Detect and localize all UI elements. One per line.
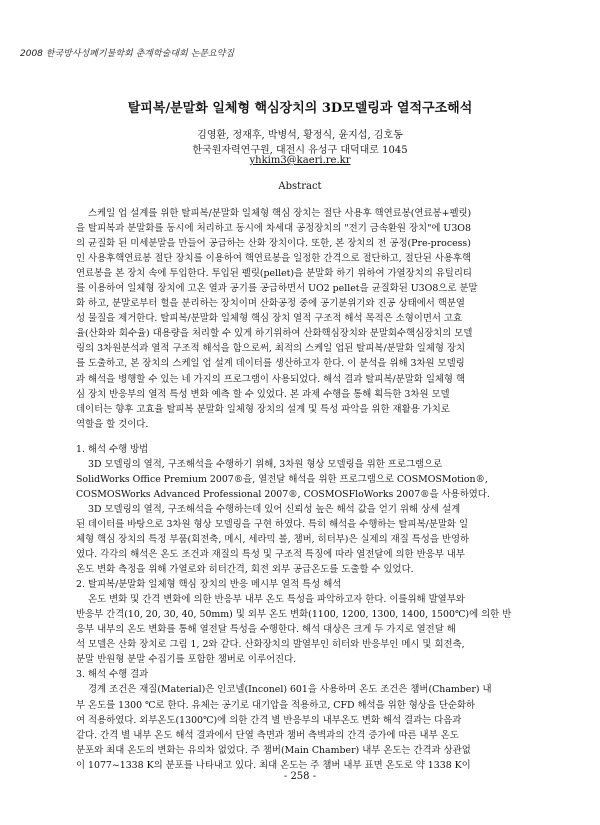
section-line: 된 데이터를 바탕으로 3차원 형상 모델링을 구현 하였다. 특히 해석을 수행하는 탈피복/분말화 일	[76, 518, 469, 530]
abstract-line: 링의 3차원분석과 열적 구조적 해석을 함으로써, 최적의 스케일 업된 탈피복/분말화 일체형 장치	[76, 343, 466, 355]
section-method	[76, 442, 522, 577]
abstract-line: 역할을 할 것이다.	[76, 418, 149, 430]
paper-body	[76, 206, 522, 773]
abstract-line: 를 도출하고, 본 장치의 스케일 업 설계 데이터를 생산하고자 한다. 이 분석을 위해 3차원 모델링	[76, 358, 465, 370]
abstract-line: 율(산화와 회수율) 대용량을 처리할 수 있게 하기위하여 산화핵심장치와 분말회수핵심장치의 모델	[76, 328, 473, 340]
page-number: - 258 -	[283, 771, 317, 782]
section-line: SolidWorks Office Premium 2007®을, 열전달 해석을 위한 프로그램으로 COSMOSMotion®,	[76, 473, 488, 485]
section-thermal-analysis	[76, 577, 522, 667]
paper-title: 탈피복/분말화 일체형 핵심장치의 3D모델링과 열적구조해석	[127, 101, 473, 116]
section-line: 3D 모델링의 열적, 구조해석을 수행하는데 있어 신뢰성 높은 해석 값을 얻기 위해 상세 설계	[88, 503, 461, 515]
abstract-line: 화 하고, 분말로부터 헐을 분리하는 장치이며 산화공정 중에 공기분위기와 진공 상태에서 핵분열	[76, 298, 465, 310]
section-line: 경계 조건은 재질(Material)은 인코넬(Inconel) 601을 사용하며 온도 조건은 챔버(Chamber) 내	[88, 684, 492, 696]
proceedings-header: 2008 한국방사성폐기물학회 춘계학술대회 논문요약집	[20, 49, 235, 59]
section-line: 3D 모델링의 열적, 구조해석을 수행하기 위해, 3차원 형상 모델링을 위한 프로그램으로	[88, 458, 443, 470]
section-line: 온도 변화 측정을 위해 가열로와 히터간격, 회전 외부 공급온도를 도출할 수 있었다.	[76, 564, 414, 576]
section-line: 부 온도를 1300 ℃로 한다. 유체는 공기로 대기압을 적용하고, CFD 해석을 위한 형상을 단순화하	[76, 699, 476, 711]
abstract-line: 데이터는 향후 고효율 탈피복 분말화 일체형 장치의 설계 및 특성 파악을 위한 재활용 가치로	[76, 403, 450, 415]
section-line: 석 모델은 산화 장치로 그림 1, 2와 같다. 산화장치의 발열부인 히터와 반응부인 메시 및 회전축,	[76, 639, 465, 651]
section-heading: 2. 탈피복/분말화 일체형 핵심 장치의 반응 메시부 열적 특성 해석	[76, 579, 342, 591]
abstract-line: 과 해석을 병행할 수 있는 네 가지의 프로그램이 사용되었다. 해석 결과 탈피복/분말화 일체형 핵	[76, 373, 466, 385]
affiliation: 한국원자력연구원, 대전시 유성구 대덕대로 1045	[192, 145, 408, 156]
section-line: 여 적용하였다. 외부온도(1300℃)에 의한 간격 별 반응부의 내부온도 변화 해석 결과는 다음과	[76, 714, 462, 726]
section-line: 반응부 간격(10, 20, 30, 40, 50mm) 및 외부 온도 변화(1100, 1200, 1300, 1400, 1500℃)에 의한 반	[76, 609, 512, 621]
abstract-paragraph	[76, 206, 522, 432]
section-line: COSMOSWorks Advanced Professional 2007®, COSMOSFloWorks 2007®을 사용하였다.	[76, 488, 490, 500]
section-line: 같다. 간격 별 내부 온도 해석 결과에서 단열 측면과 챔버 측벽과의 간격 증가에 따른 내부 온도	[76, 729, 459, 741]
section-line: 이 1077~1338 K의 분포를 나타내고 있다. 최대 온도는 주 챔버 내부 표면 온도로 약 1338 K이	[76, 759, 471, 771]
abstract-line: 연료봉을 본 장치 속에 투입한다. 투입된 펠릿(pellet)을 분말화 하기 위하여 가열장치의 유틸리티	[76, 268, 472, 280]
author-list: 김영환, 정재후, 박병석, 황정식, 윤지섭, 김호동	[197, 130, 403, 141]
abstract-line: 스케일 업 설계를 위한 탈피복/분말화 일체형 핵심 장치는 절단 사용후 핵연료봉(연료봉+펠릿)	[88, 208, 472, 219]
abstract-line: 성 물질을 제거한다. 탈피복/분말화 일체형 핵심 장치 열적 구조적 해석 목적은 소형이면서 고효	[76, 313, 463, 325]
section-line: 온도 변화 및 간격 변화에 의한 반응부 내부 온도 특성을 파악하고자 한다. 이를위해 발열부와	[88, 594, 465, 606]
abstract-line: 을 탈피복과 분말화를 동시에 처리하고 동시에 차세대 공정장치의 "전기 금속환원 장치"에 U3O8	[76, 223, 471, 235]
abstract-line: 심 장치 반응부의 열적 특성 변화 예측 할 수 있었다. 본 과제 수행을 통해 획득한 3차원 모델	[76, 388, 450, 400]
abstract-line: 를 이용하여 일체형 장치에 고온 열과 공기를 공급하면서 UO2 pellet을 균질화된 U3O8으로 분말	[76, 283, 478, 295]
section-results	[76, 667, 522, 772]
abstract-line: 의 균질화 된 미세분말을 만들어 공급하는 산화 장치이다. 또한, 본 장치의 전 공정(Pre-process)	[76, 238, 471, 250]
section-line: 였다. 각각의 해석은 온도 조건과 재질의 특성 및 구조적 특징에 따라 열전달에 의한 반응부 내부	[76, 549, 465, 561]
section-line: 분포와 최대 온도의 변화는 유의차 없었다. 주 챔버(Main Chamber) 내부 온도는 간격과 상관없	[76, 744, 471, 756]
author-email: yhkim3@kaeri.re.kr	[249, 155, 351, 166]
section-line: 체형 핵심 장치의 특정 부품(회전축, 메시, 세라믹 볼, 챔버, 히터부)은 실제의 재질 특성을 반영하	[76, 533, 470, 545]
abstract-line: 인 사용후핵연료봉 절단 장치를 이용하여 핵연료봉을 일정한 간격으로 절단하고, 절단된 사용후핵	[76, 253, 472, 265]
section-line: 응부 내부의 온도 변화를 통해 열전달 특성을 수행한다. 해석 대상은 크게 두 가지로 열전달 해	[76, 624, 456, 636]
abstract-heading: Abstract	[278, 181, 322, 192]
section-heading: 1. 해석 수행 방법	[76, 443, 149, 455]
section-heading: 3. 해석 수행 결과	[76, 669, 149, 681]
section-line: 분말 반원형 분말 수집기를 포함한 챔버로 이루어진다.	[76, 654, 297, 666]
